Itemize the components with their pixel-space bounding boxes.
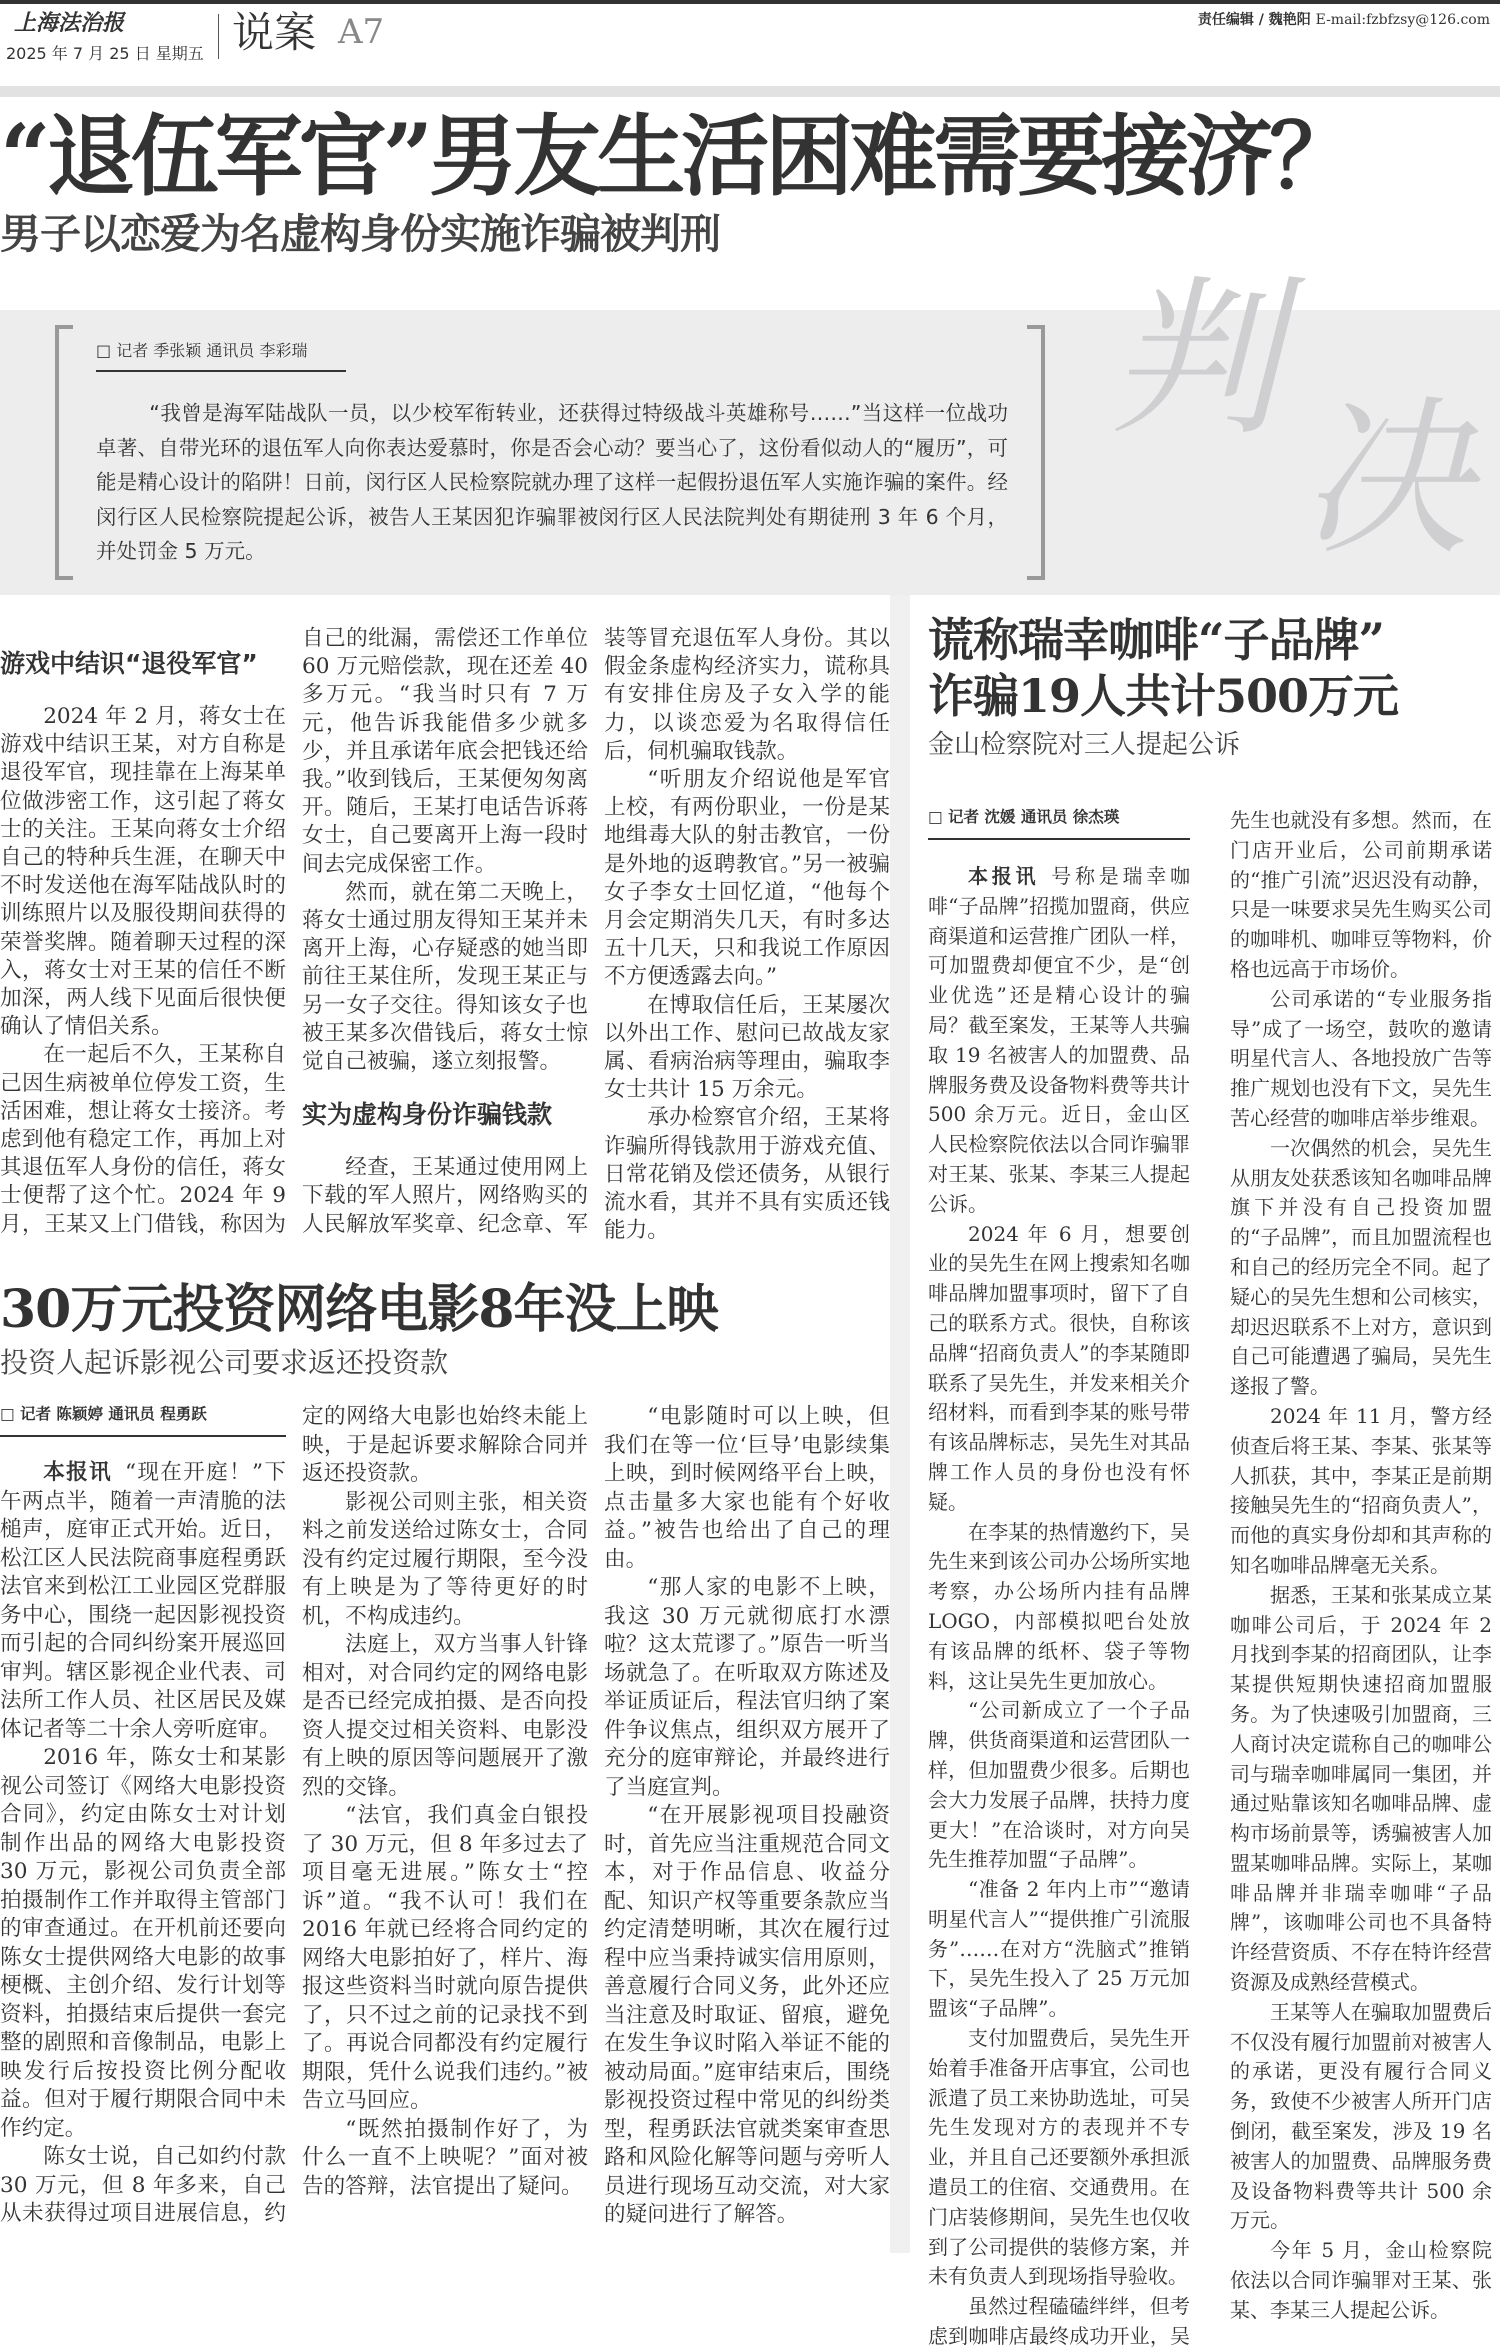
paragraph-text: 虽然过程磕磕绊绊，但考虑到咖啡店最终成功开业，吴先生也就没有多想。然而，在门店开业后，公司前期承诺的“推广引流”迟迟没有动静，只是一味要求吴先生购买公司的咖啡机、咖啡豆等物料，价格也远高于市场价。 xyxy=(928,808,1492,2349)
paragraph xyxy=(302,2116,588,2202)
paragraph-text: 支付加盟费后，吴先生开始着手准备开店事宜，公司也派遣了员工来协助选址，可吴先生发现对方的表现并不专业，并且自己还要额外承担派遣员工的住宿、交通费用。在门店装修期间，吴先生也仅收到了公司提供的装修方案，并未有负责人到现场指导验收。 xyxy=(928,2026,1190,2289)
paragraph xyxy=(1230,1998,1492,2236)
lead-story-body xyxy=(0,625,890,1245)
paragraph-text: 在博取信任后，王某屡次以外出工作、慰问已故战友家属、看病治病等理由，骗取李女士共计 15 万余元。 xyxy=(604,992,890,1103)
paragraph xyxy=(928,862,1190,1220)
paragraph xyxy=(928,1696,1190,1875)
paragraph xyxy=(1230,1134,1492,1402)
paragraph xyxy=(928,1518,1190,1697)
coffee-subheadline: 金山检察院对三人提起公诉 xyxy=(928,730,1241,760)
film-subheadline: 投资人起诉影视公司要求返还投资款 xyxy=(0,1346,449,1380)
right-story xyxy=(928,612,1492,2352)
paragraph xyxy=(604,1104,890,1245)
section-name: 说案 xyxy=(232,8,317,57)
paragraph-text: 今年 5 月，金山检察院依法以合同诈骗罪对王某、张某、李某三人提起公诉。 xyxy=(1230,2238,1492,2322)
film-story-body xyxy=(0,1403,890,2230)
paragraph xyxy=(604,1802,890,2230)
paragraph-text: 一次偶然的机会，吴先生从朋友处获悉该知名咖啡品牌旗下并没有自己投资加盟的“子品牌”，而且加盟流程也和自己的经历完全不同。起了疑心的吴先生想和公司核实，却迟迟联系不上对方，意识到自己可能遭遇了骗局，吴先生遂报了警。 xyxy=(1230,1135,1492,1399)
coffee-headline-line1: 谎称瑞幸咖啡“子品牌” xyxy=(928,613,1384,667)
masthead-divider xyxy=(218,14,219,59)
coffee-headline-line2: 诈骗19人共计500万元 xyxy=(928,669,1399,723)
editor-label: 责任编辑 / 魏艳阳 xyxy=(1197,12,1311,28)
paragraph-text: 在一起后不久，王某称自己因生病被单位停发工资，生活困难，想让蒋女士接济。考虑到他有稳定工作，再加上对其退伍军人身份的信任，蒋女士便帮了这个忙。2024 年 9 月，王某又上门借钱，称因为自己的纰漏，需偿还工作单位 60 万元赔偿款，现在还差 40 多万元。“我当时只有 7 万元，他告诉我能借多少就多少，并且承诺年底会把钱还给我。”收到钱后，王某便匆匆离开。随后，王某打电话告诉蒋女士，自己要离开上海一段时间去完成保密工作。 xyxy=(0,626,588,1237)
paragraph-text: “那人家的电影不上映，我这 30 万元就彻底打水漂啦？这太荒谬了。”原告一听当场就急了。在听取双方陈述及举证质证后，程法官归纳了案件争议焦点，组织双方展开了充分的庭审辩论，并最终进行了当庭宣判。 xyxy=(604,1575,890,1800)
paragraph xyxy=(1230,1581,1492,1998)
verdict-calligraphy xyxy=(1090,261,1490,595)
paragraph-text: 影视公司则主张，相关资料之前发送给过陈女士，合同没有约定过履行期限，至今没有上映是为了等待更好的时机，不构成违约。 xyxy=(302,1489,588,1629)
paragraph-text: 2024 年 11 月，警方经侦查后将王某、李某、张某等人抓获，其中，李某正是前期接触吴先生的“招商负责人”，而他的真实身份却和其声称的知名咖啡品牌毫无关系。 xyxy=(1230,1403,1492,1577)
paragraph xyxy=(1230,985,1492,1134)
page-number: A7 xyxy=(338,12,385,52)
paragraph-text: “法官，我们真金白银投了 30 万元，但 8 年多过去了项目毫无进展。”陈女士“控诉”道。“我不认可！我们在 2016 年就已经将合同约定的网络大电影拍好了，样片、海报这些资料当时就向原告提供了，只不过之前的记录找不到了。再说合同都没有约定履行期限，凭什么说我们违约。”被告立马回应。 xyxy=(302,1803,588,2114)
film-headline: 30万元投资网络电影8年没上映 xyxy=(0,1279,718,1341)
bracket-left xyxy=(55,325,73,580)
paragraph-text: 号称是瑞幸咖啡“子品牌”招揽加盟商，供应商渠道和运营推广团队一样，可加盟费却便宜不少，是“创业优选”还是精心设计的骗局？截至案发，王某等人共骗取 19 名被害人的加盟费、品牌服务费及设备物料费等共计 500 余万元。近日，金山区人民检察院依法以合同诈骗罪对王某、张某、李某三人提起公诉。 xyxy=(928,864,1190,1216)
left-stories xyxy=(0,625,890,2230)
paragraph xyxy=(928,1220,1190,1518)
seal-char-1: 判 xyxy=(1110,261,1281,459)
paragraph-text: 承办检察官介绍，王某将诈骗所得钱款用于游戏充值、日常花销及偿还债务，从银行流水看，其并不具有实质还钱能力。 xyxy=(604,1105,890,1244)
paragraph xyxy=(0,703,286,1041)
paragraph-text: “在开展影视项目投融资时，首先应当注重规范合同文本，对于作品信息、收益分配、知识产权等重要条款应当约定清楚明晰，其次在履行过程中应当秉持诚实信用原则，善意履行合同义务，此外还应当注意及时取证、留痕，避免在发生争议时陷入举证不能的被动局面。”庭审结束后，围绕影视投资过程中常见的纠纷类型，程勇跃法官就类案审查思路和风险化解等问题与旁听人员进行现场互动交流，对大家的疑问进行了解答。 xyxy=(604,1803,890,2228)
paragraph xyxy=(302,879,588,1076)
paragraph-text: 2016 年，陈女士和某影视公司签订《网络大电影投资合同》，约定由陈女士对计划制作出品的网络大电影投资 30 万元，影视公司负责全部拍摄制作工作并取得主管部门的审查通过。在开机前还要向陈女士提供网络大电影的故事梗概、主创介绍、发行计划等资料，拍摄结束后提供一套完整的剧照和音像制品，电影上映发行后按投资比例分配收益。但对于履行期限合同中未作约定。 xyxy=(0,1745,286,2141)
section-heading: 实为虚构身份诈骗钱款 xyxy=(302,1100,553,1130)
newspaper-logo: 上海法治报 xyxy=(14,10,125,36)
paragraph-text: 王某等人在骗取加盟费后不仅没有履行加盟前对被害人的承诺，更没有履行合同义务，致使不少被害人所开门店倒闭，截至案发，涉及 19 名被害人的加盟费、品牌服务费及设备物料费等共计 500 余万元。 xyxy=(1230,1999,1492,2233)
paragraph xyxy=(302,1802,588,2116)
paragraph-text: “既然拍摄制作好了，为什么一直不上映呢？”面对被告的答辩，法官提出了疑问。 xyxy=(302,2116,588,2199)
bracket-right xyxy=(1027,325,1045,580)
lead-subheadline: 男子以恋爱为名虚构身份实施诈骗被判刑 xyxy=(0,210,720,258)
paragraph xyxy=(0,1459,286,1744)
paragraph-text: 据悉，王某和张某成立某咖啡公司后，于 2024 年 2 月找到李某的招商团队，让李某提供短期快速招商加盟服务。为了快速吸引加盟商，三人商讨决定谎称自己的咖啡公司与瑞幸咖啡属同一集团，并通过贴靠该知名咖啡品牌、虚构市场前景等，诱骗被害人加盟某咖啡品牌。实际上，某咖啡品牌并非瑞幸咖啡“子品牌”，该咖啡公司也不具备特许经营资质、不存在特许经营资源及成熟经营模式。 xyxy=(1230,1582,1492,1995)
paragraph-text: 2024 年 2 月，蒋女士在游戏中结识王某，对方自称是退役军官，现挂靠在上海某单位做涉密工作，这引起了蒋女士的关注。王某向蒋女士介绍自己的特种兵生涯，在聊天中不时发送他在海军陆战队时的训练照片以及服役期间获得的荣誉奖牌。随着聊天过程的深入，蒋女士对王某的信任不断加深，两人线下见面后很快便确认了情侣关系。 xyxy=(0,704,286,1040)
paragraph-text: 在李某的热情邀约下，吴先生来到该公司办公场所实地考察，办公场所内挂有品牌 LOGO，内部模拟吧台处放有该品牌的纸杯、袋子等物料，这让吴先生更加放心。 xyxy=(928,1519,1190,1693)
seal-char-2: 决 xyxy=(1300,381,1471,579)
paragraph-text: 然而，就在第二天晚上，蒋女士通过朋友得知王某并未离开上海，心存疑惑的她当即前往王某住所，发现王某正与另一女子交往。得知该女子也被王某多次借钱后，蒋女士惊觉自己被骗，遂立刻报警。 xyxy=(302,879,588,1075)
paragraph-text: “电影随时可以上映，但我们在等一位‘巨导’电影续集上映，到时候网络平台上映，点击量多大家也能有个好收益。”被告也给出了自己的理由。 xyxy=(604,1404,890,1572)
paragraph-text: “准备 2 年内上市”“邀请明星代言人”“提供推广引流服务”……在对方“洗脑式”推销下，吴先生投入了 25 万元加盟该“子品牌”。 xyxy=(928,1877,1190,2021)
dateline: 本报讯 xyxy=(968,864,1040,888)
paragraph-text: 法庭上，双方当事人针锋相对，对合同约定的网络电影是否已经完成拍摄、是否向投资人提交过相关资料、电影没有上映的原因等问题展开了激烈的交锋。 xyxy=(302,1632,588,1800)
editor-credit xyxy=(1198,10,1490,30)
paragraph xyxy=(604,1403,890,1574)
paragraph-text: 陈女士说，自己如约付款 30 万元，但 8 年多来，自己从未获得过项目进展信息，约定的网络大电影也始终未能上映，于是起诉要求解除合同并返还投资款。 xyxy=(0,1404,588,2227)
paragraph xyxy=(302,1631,588,1802)
paragraph-text: 公司承诺的“专业服务指导”成了一场空，鼓吹的邀请明星代言人、各地投放广告等推广规划也没有下文，吴先生苦心经营的咖啡店举步维艰。 xyxy=(1230,986,1492,1130)
film-byline: □ 记者 陈颖婷 通讯员 程勇跃 xyxy=(0,1403,286,1437)
paragraph-text: “听朋友介绍说他是军官上校，有两份职业，一份是某地缉毒大队的射击教官，一份是外地的返聘教官。”另一被骗女子李女士回忆道，“他每个月会定期消失几天，有时多达五十几天，只和我说工作原因不方便透露去向。” xyxy=(604,767,890,990)
editor-email: E-mail:fzbfzsy@126.com xyxy=(1315,12,1490,28)
dateline: 本报讯 xyxy=(43,1460,112,1486)
paragraph xyxy=(604,766,890,992)
section-heading: 游戏中结识“退役军官” xyxy=(0,649,258,678)
lead-headline: “退伍军官”男友生活困难需要接济？ xyxy=(0,104,1354,208)
coffee-byline: □ 记者 沈媛 通讯员 徐杰瑛 xyxy=(928,806,1190,840)
paragraph-text: “现在开庭！”下午两点半，随着一声清脆的法槌声，庭审正式开始。近日，松江区人民法院商事庭程勇跃法官来到松江工业园区党群服务中心，围绕一起因影视投资而引起的合同纠纷案开展巡回审判。辖区影视企业代表、司法所工作人员、社区居民及媒体记者等二十余人旁听庭审。 xyxy=(0,1460,286,1742)
coffee-headline xyxy=(928,612,1492,724)
paragraph-text: 2024 年 6 月，想要创业的吴先生在网上搜索知名咖啡品牌加盟事项时，留下了自己的联系方式。很快，自称该品牌“招商负责人”的李某随即联系了吴先生，并发来相关介绍材料，而看到李某的账号带有该品牌标志，吴先生对其品牌工作人员的身份也没有怀疑。 xyxy=(928,1221,1190,1514)
lead-byline: □ 记者 季张颖 通讯员 李彩瑞 xyxy=(96,340,346,372)
coffee-story-body xyxy=(928,806,1492,2352)
header-band xyxy=(0,86,1500,97)
paragraph xyxy=(928,1875,1190,2024)
lead-intro: “我曾是海军陆战队一员，以少校军衔转业，还获得过特级战斗英雄称号……”当这样一位战功卓著、自带光环的退伍军人向你表达爱慕时，你是否会心动？要当心了，这份看似动人的“履历”，可能是精心设计的陷阱！日前，闵行区人民检察院就办理了这样一起假扮退伍军人实施诈骗的案件。经闵行区人民检察院提起公诉，被告人王某因犯诈骗罪被闵行区人民法院判处有期徒刑 3 年 6 个月，并处罚金 5 万元。 xyxy=(96,401,1008,563)
paragraph-text: 经查，王某通过使用网上下载的军人照片，网络购买的人民解放军奖章、纪念章、军装等冒充退伍军人身份。其以假金条虚构经济实力，谎称具有安排住房及子女入学的能力，以谈恋爱为名取得信任后，伺机骗取钱款。 xyxy=(302,626,890,1237)
paragraph xyxy=(604,992,890,1105)
paragraph-text: “公司新成立了一个子品牌，供货商渠道和运营团队一样，但加盟费少很多。后期也会大力发展子品牌，扶持力度更大！”在洽谈时，对方向吴先生推荐加盟“子品牌”。 xyxy=(928,1698,1190,1872)
paragraph xyxy=(604,1574,890,1802)
paragraph xyxy=(302,1489,588,1632)
issue-date: 2025 年 7 月 25 日 星期五 xyxy=(6,44,204,63)
paragraph xyxy=(1230,1402,1492,1581)
paragraph xyxy=(928,2024,1190,2292)
paragraph xyxy=(1230,2236,1492,2325)
top-rule xyxy=(0,0,1500,4)
column-divider-strip xyxy=(890,595,910,2253)
paragraph xyxy=(0,1744,286,2143)
